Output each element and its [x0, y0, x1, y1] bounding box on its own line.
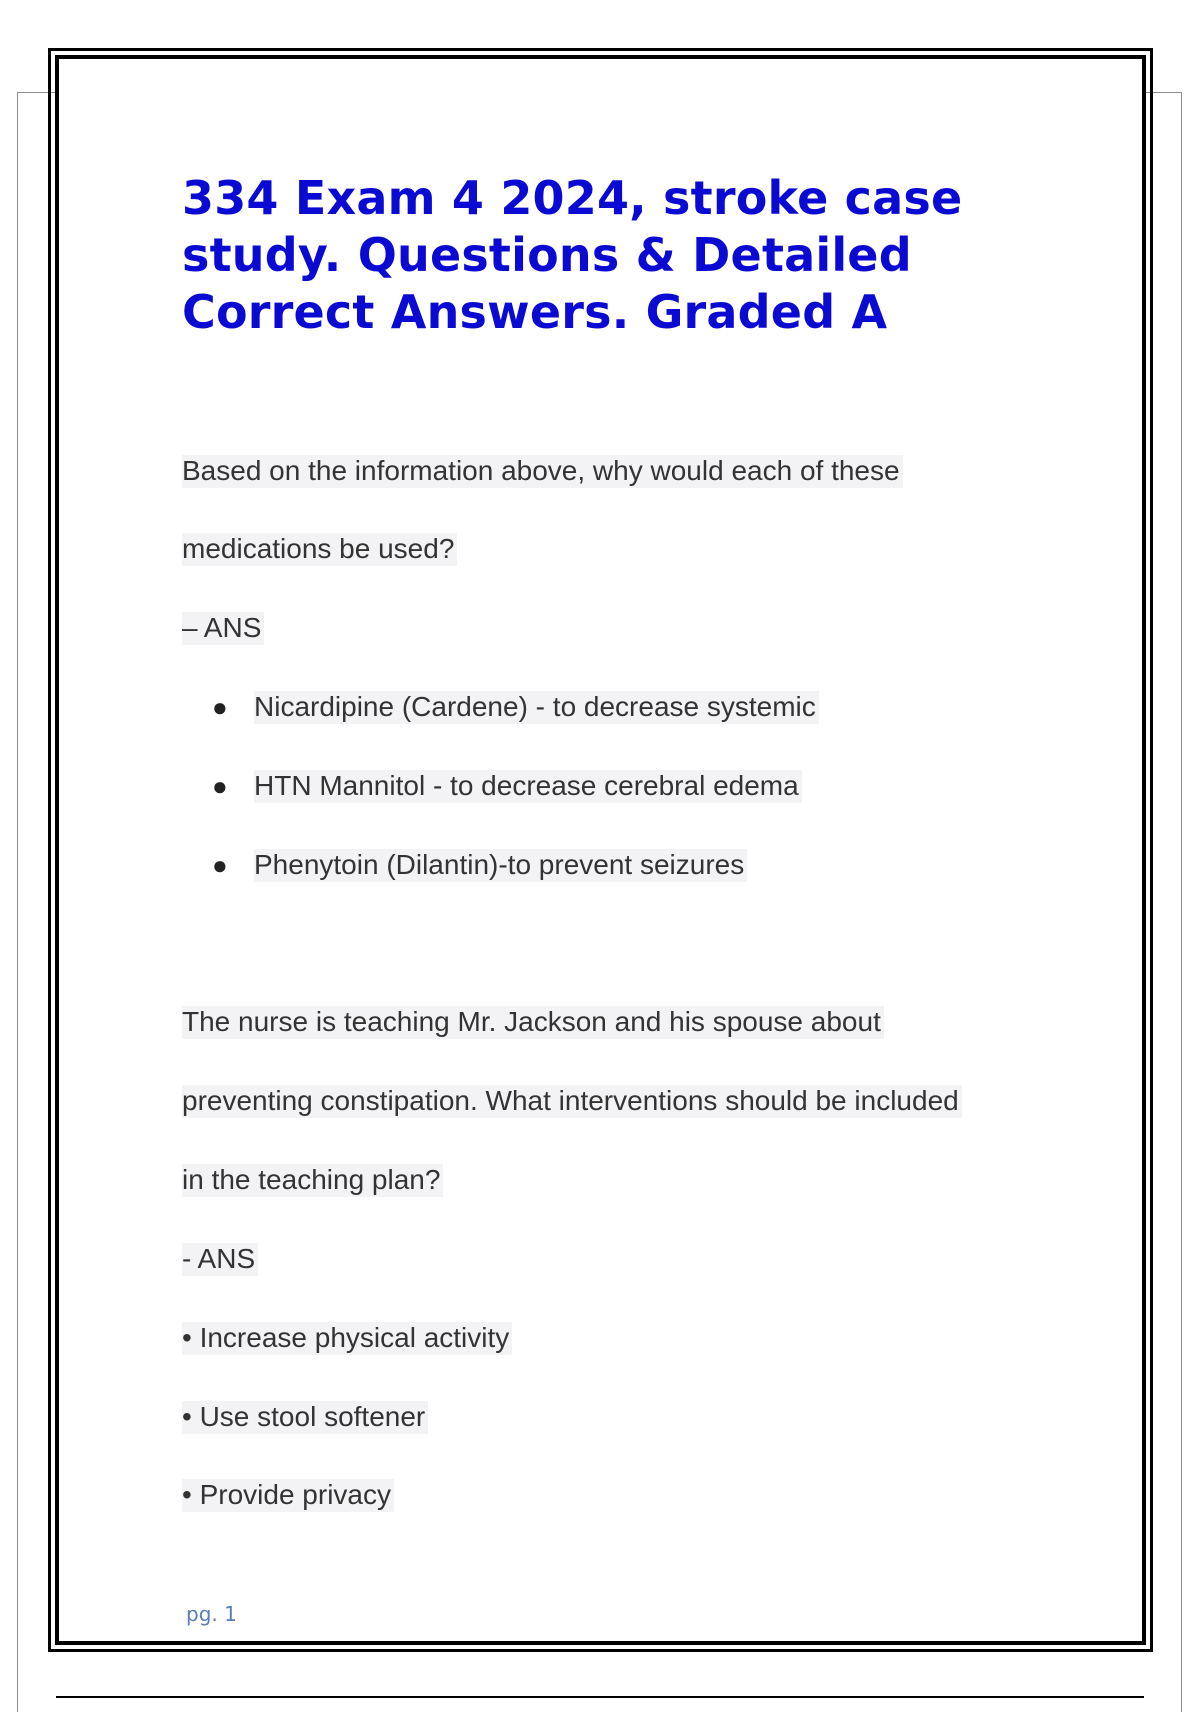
bullet-icon: ● — [212, 692, 228, 722]
question-1-line-1 — [182, 451, 903, 491]
question-2-text-3: in the teaching plan? — [182, 1164, 443, 1197]
answer-2-item-text: • Use stool softener — [182, 1401, 428, 1434]
document-content — [182, 170, 1042, 1510]
bullet-icon: ● — [212, 850, 228, 880]
question-1-text-1: Based on the information above, why would each of these — [182, 455, 903, 488]
document-title: 334 Exam 4 2024, stroke case study. Questions & Detailed Correct Answers. Graded A — [182, 171, 963, 339]
next-page-top-rule — [56, 1696, 1144, 1698]
answer-1-item-text: HTN Mannitol - to decrease cerebral edema — [254, 770, 802, 803]
page-number: pg. 1 — [186, 1602, 237, 1626]
answer-1-item — [212, 687, 819, 727]
question-2-line-1 — [182, 1002, 884, 1042]
answer-1-item — [212, 845, 747, 885]
answer-2-item-text: • Provide privacy — [182, 1479, 394, 1512]
question-2-line-2 — [182, 1081, 962, 1121]
question-1-text-2: medications be used? — [182, 533, 457, 566]
bullet-icon: ● — [212, 771, 228, 801]
answer-2-marker-text: - ANS — [182, 1243, 258, 1276]
answer-2-item — [182, 1475, 394, 1515]
question-2-text-2: preventing constipation. What interventions should be included — [182, 1085, 962, 1118]
answer-2-item — [182, 1318, 512, 1358]
answer-2-marker — [182, 1239, 258, 1279]
answer-1-item-text: Phenytoin (Dilantin)-to prevent seizures — [254, 849, 747, 882]
question-2-line-3 — [182, 1160, 443, 1200]
question-2-text-1: The nurse is teaching Mr. Jackson and his spouse about — [182, 1006, 884, 1039]
answer-1-item-text: Nicardipine (Cardene) - to decrease systemic — [254, 691, 819, 724]
answer-1-marker — [182, 608, 264, 648]
answer-1-item — [212, 766, 802, 806]
question-1-line-2 — [182, 529, 457, 569]
answer-2-item-text: • Increase physical activity — [182, 1322, 512, 1355]
answer-1-marker-text: – ANS — [182, 612, 264, 645]
answer-2-item — [182, 1397, 428, 1437]
